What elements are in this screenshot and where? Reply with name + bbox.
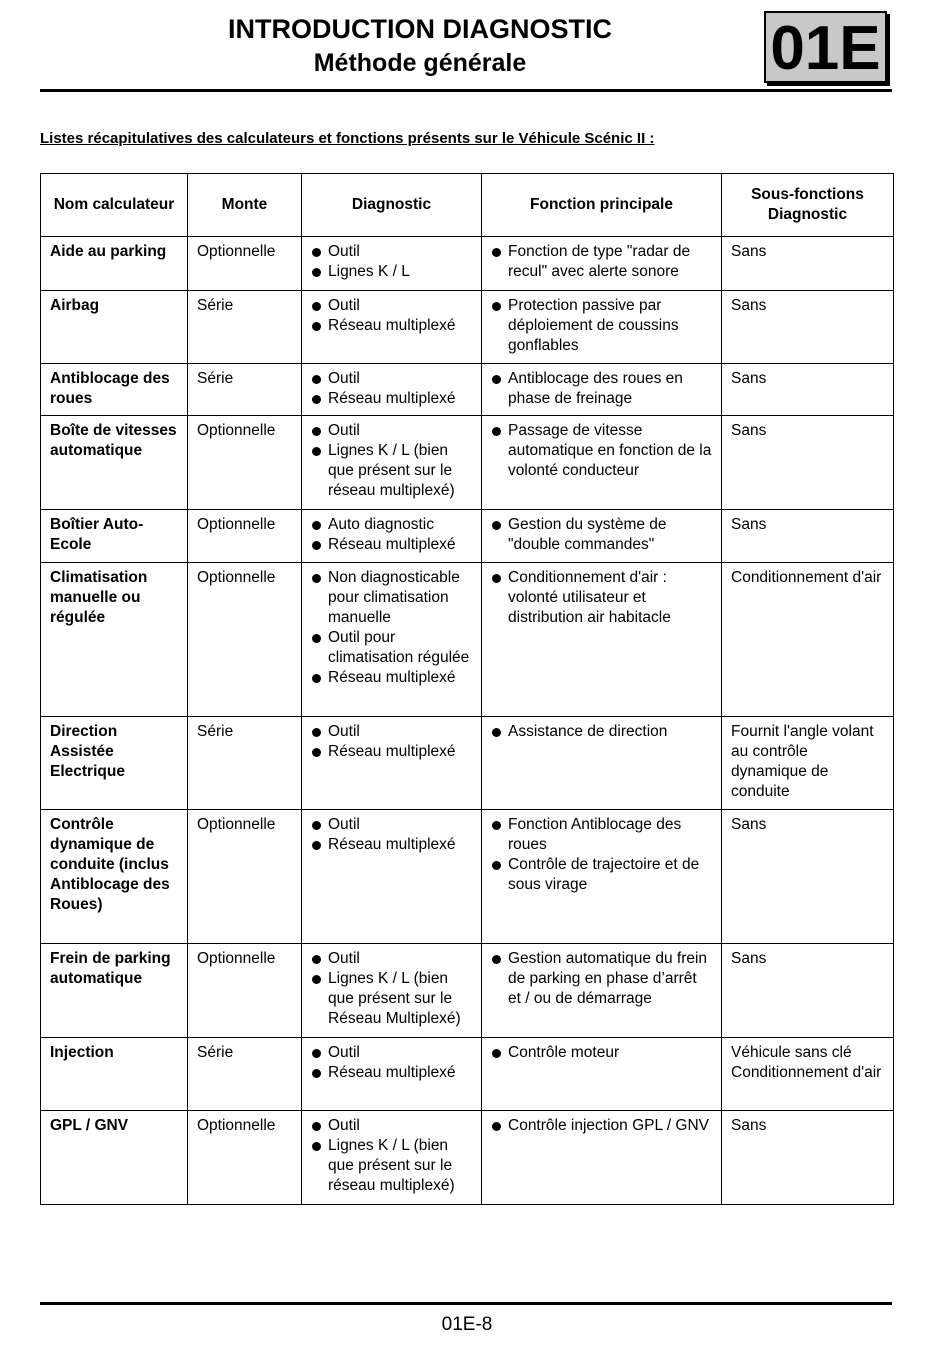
cell-fonction-principale [482,416,722,510]
ecu-summary-table [40,173,894,1205]
cell-monte: Optionnelle [188,810,302,944]
table-row [41,1111,894,1205]
table-row [41,416,894,510]
cell-diagnostic [302,1038,482,1111]
bullet-item: Fonction de type "radar de recul" avec alerte sonore [491,242,713,282]
cell-fonction-principale [482,1111,722,1205]
bullet-item: Lignes K / L (bien que présent sur le réseau multiplexé) [311,1136,473,1196]
page-subtitle: Méthode générale [313,49,527,77]
bullet-item: Conditionnement d'air : volonté utilisateur et distribution air habitacle [491,568,713,628]
cell-nom-calculateur: Contrôle dynamique de conduite (inclus Antiblocage des Roues) [41,810,188,944]
bullet-item: Réseau multiplexé [311,668,473,688]
bullet-list [311,949,473,1029]
bullet-item: Réseau multiplexé [311,389,473,409]
bullet-item: Fonction Antiblocage des roues [491,815,713,855]
bullet-item: Antiblocage des roues en phase de freinage [491,369,713,409]
bullet-item: Outil [311,949,473,969]
bullet-list [491,949,713,1009]
bullet-list [491,1043,713,1063]
cell-sous-fonctions: Sans [722,944,894,1038]
table-header-row [41,174,894,237]
page-number: 01E-8 [441,1314,493,1335]
cell-nom-calculateur: Frein de parking automatique [41,944,188,1038]
cell-sous-fonctions: Conditionnement d'air [722,563,894,717]
bullet-item: Protection passive par déploiement de coussins gonflables [491,296,713,356]
bullet-item: Contrôle de trajectoire et de sous virage [491,855,713,895]
cell-monte: Série [188,1038,302,1111]
table-row [41,810,894,944]
column-header-nom-calculateur: Nom calculateur [41,174,188,237]
bullet-list [311,421,473,501]
bullet-list [311,815,473,855]
bullet-item: Lignes K / L (bien que présent sur le Réseau Multiplexé) [311,969,473,1029]
cell-sous-fonctions: Sans [722,416,894,510]
bullet-item: Réseau multiplexé [311,316,473,336]
bullet-item: Outil [311,1043,473,1063]
bullet-item: Réseau multiplexé [311,835,473,855]
cell-fonction-principale [482,1038,722,1111]
column-header-monte: Monte [188,174,302,237]
cell-monte: Optionnelle [188,944,302,1038]
bullet-item: Outil [311,296,473,316]
cell-sous-fonctions: Sans [722,510,894,563]
table-body [41,237,894,1205]
bullet-item: Outil [311,369,473,389]
bullet-list [311,369,473,409]
bullet-item: Lignes K / L (bien que présent sur le réseau multiplexé) [311,441,473,501]
cell-nom-calculateur: Climatisation manuelle ou régulée [41,563,188,717]
bullet-item: Outil [311,1116,473,1136]
bullet-item: Réseau multiplexé [311,535,473,555]
cell-fonction-principale [482,810,722,944]
cell-diagnostic [302,364,482,416]
header-divider [40,89,892,92]
cell-monte: Série [188,717,302,810]
cell-diagnostic [302,510,482,563]
cell-nom-calculateur: Boîte de vitesses automatique [41,416,188,510]
bullet-list [491,421,713,481]
cell-diagnostic [302,237,482,291]
bullet-item: Gestion automatique du frein de parking en phase d’arrêt et / ou de démarrage [491,949,713,1009]
table-row [41,291,894,364]
bullet-list [311,568,473,688]
cell-fonction-principale [482,510,722,563]
cell-nom-calculateur: Antiblocage des roues [41,364,188,416]
cell-monte: Optionnelle [188,563,302,717]
cell-fonction-principale [482,717,722,810]
cell-diagnostic [302,1111,482,1205]
bullet-list [491,515,713,555]
cell-monte: Optionnelle [188,237,302,291]
column-header-sous-fonctions: Sous-fonctions Diagnostic [722,174,894,237]
table-row [41,237,894,291]
table-row [41,364,894,416]
table-row [41,717,894,810]
cell-monte: Série [188,364,302,416]
table-row [41,944,894,1038]
bullet-item: Réseau multiplexé [311,742,473,762]
bullet-item: Outil [311,421,473,441]
bullet-list [311,242,473,282]
column-header-diagnostic: Diagnostic [302,174,482,237]
cell-sous-fonctions: Sans [722,237,894,291]
bullet-list [491,722,713,742]
cell-diagnostic [302,291,482,364]
bullet-item: Outil [311,722,473,742]
bullet-item: Outil pour climatisation régulée [311,628,473,668]
cell-sous-fonctions: Sans [722,810,894,944]
bullet-item: Contrôle injection GPL / GNV [491,1116,713,1136]
cell-nom-calculateur: Aide au parking [41,237,188,291]
bullet-list [491,568,713,628]
cell-nom-calculateur: Airbag [41,291,188,364]
bullet-list [491,242,713,282]
section-code-badge: 01E [764,11,887,83]
bullet-item: Outil [311,815,473,835]
bullet-list [311,296,473,336]
bullet-item: Réseau multiplexé [311,1063,473,1083]
table-row [41,563,894,717]
cell-sous-fonctions: Sans [722,364,894,416]
bullet-list [491,296,713,356]
bullet-item: Auto diagnostic [311,515,473,535]
cell-sous-fonctions: Fournit l'angle volant au contrôle dynamique de conduite [722,717,894,810]
intro-heading: Listes récapitulatives des calculateurs et fonctions présents sur le Véhicule Scénic II : [40,130,655,147]
cell-diagnostic [302,810,482,944]
bullet-list [311,1043,473,1083]
table-row [41,510,894,563]
cell-monte: Série [188,291,302,364]
bullet-item: Contrôle moteur [491,1043,713,1063]
cell-fonction-principale [482,237,722,291]
cell-nom-calculateur: Direction Assistée Electrique [41,717,188,810]
table-row [41,1038,894,1111]
cell-diagnostic [302,416,482,510]
bullet-item: Lignes K / L [311,262,473,282]
cell-diagnostic [302,944,482,1038]
cell-monte: Optionnelle [188,1111,302,1205]
column-header-fonction-principale: Fonction principale [482,174,722,237]
cell-nom-calculateur: Injection [41,1038,188,1111]
bullet-list [491,815,713,895]
cell-sous-fonctions: Sans [722,291,894,364]
cell-monte: Optionnelle [188,510,302,563]
bullet-item: Gestion du système de "double commandes" [491,515,713,555]
cell-sous-fonctions: Véhicule sans clé Conditionnement d'air [722,1038,894,1111]
bullet-item: Assistance de direction [491,722,713,742]
footer-divider [40,1302,892,1305]
cell-sous-fonctions: Sans [722,1111,894,1205]
bullet-list [311,515,473,555]
cell-nom-calculateur: GPL / GNV [41,1111,188,1205]
cell-diagnostic [302,563,482,717]
cell-fonction-principale [482,291,722,364]
bullet-item: Outil [311,242,473,262]
cell-fonction-principale [482,563,722,717]
bullet-list [311,722,473,762]
bullet-item: Passage de vitesse automatique en fonction de la volonté conducteur [491,421,713,481]
bullet-item: Non diagnosticable pour climatisation manuelle [311,568,473,628]
cell-fonction-principale [482,944,722,1038]
cell-monte: Optionnelle [188,416,302,510]
cell-diagnostic [302,717,482,810]
bullet-list [491,1116,713,1136]
cell-nom-calculateur: Boîtier Auto-Ecole [41,510,188,563]
cell-fonction-principale [482,364,722,416]
bullet-list [311,1116,473,1196]
bullet-list [491,369,713,409]
page-title: INTRODUCTION DIAGNOSTIC [228,14,612,44]
